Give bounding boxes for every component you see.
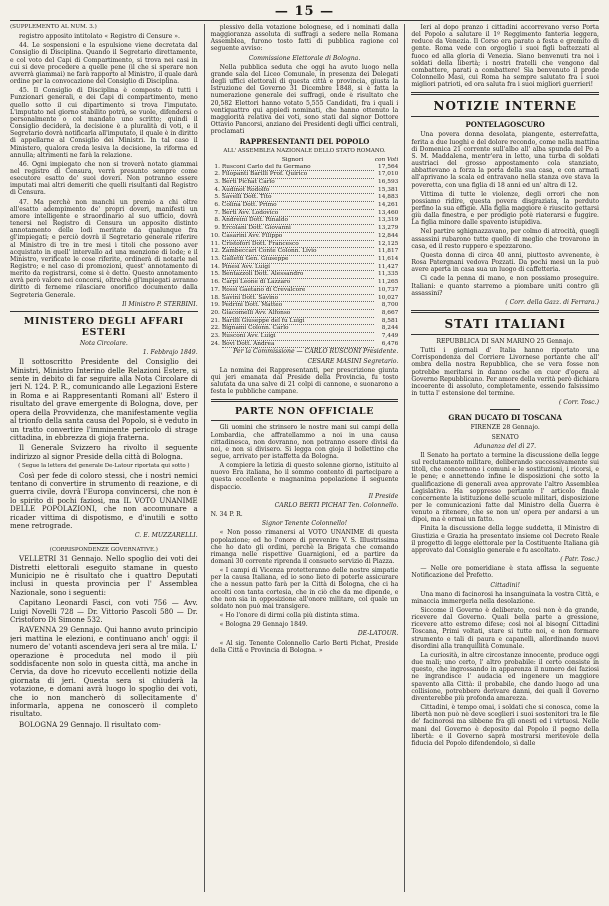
article-paragraph: Così per fede di coloro stessi, che i nostri nemici tentano di convertire in strumento di reazione, e di guerra civile, dovrà l'Europa convincersi, che non è lo spirito di pochi faziosi, ma IL VOTO UNANIME DELLE POPOLAZIONI, che non accomunare a ricader vittima di dispotismo, e d'inutili e sotto mene retrograde.: [10, 471, 198, 531]
subheading: PONTELAGOSCURO: [465, 120, 545, 130]
editorial-note: ( Segue la lettera del generale De-Latour riportata qui sotto ): [18, 463, 190, 470]
table-row: [211, 279, 399, 287]
vote-count: 11,265: [378, 279, 399, 286]
row-number: 8.: [214, 217, 220, 224]
table-row: [211, 286, 399, 294]
article-paragraph: Una povera donna desolata, piangente, esterrefatta, ferita a due luoghi e del dolore recondo, come nella mattina di Domenica 21 corrente sull'albo all' alba spunda del Po a S. M. Maddalena, mentr'era in letto, una turba di soldati austriaci del grosso appostamento cola stanziato, abbattevano a forza la porta della sua casa, e con armati all'aprivano la scala ed entravano nella stanza ove stava la poveretta, con una figlia di 18 anni ed un' altra di 12.: [411, 131, 600, 189]
section-heading: MINISTERO DEGLI AFFARI ESTERI: [23, 315, 184, 338]
vote-count: 8,667: [381, 309, 399, 316]
newspaper-page: [10, 6, 599, 894]
row-number: 19.: [210, 302, 220, 309]
signature: Il Ministro P. STERBINI.: [122, 300, 198, 308]
table-row: [211, 317, 399, 325]
representative-name: Casarini Avv. Filippo: [222, 232, 374, 240]
vote-count: 11,427: [378, 263, 399, 270]
article-paragraph: La nomina dei Rappresentanti, per prescrizione giunta qui jeri emanata dal Preside della Provincia, fu tosto salutata da una salve di 21 colpi di cannone, e suonarono a festa le pubbliche campane.: [210, 366, 399, 396]
article-paragraph: Il Generale Svizzero ha rivolto il seguente indirizzo al signor Preside della città di Bologna.: [10, 444, 198, 461]
representative-name: Filopanti Barilli Prof. Quirico: [222, 171, 374, 179]
table-row: [211, 202, 399, 210]
vote-count: 11,614: [378, 255, 399, 262]
vote-count: 8,700: [381, 302, 399, 309]
table-row: [211, 248, 399, 256]
table-row: [211, 294, 399, 302]
table-row: [211, 271, 399, 279]
row-number: 17.: [210, 286, 220, 293]
article-paragraph: « I campi di Vicenza protetteranno delle nostre simpatie per la causa Italiana, ed io sono lieto di poterle assicurare che a nessun patto farà per la Città di Bologna, che ci ha accolti con tanta cortesia, che in ciò che da me dipende, e che non sia in opposizione all'onore militare, col quale un soldato non può mai transigere.: [210, 567, 399, 610]
article-paragraph: Capitano Leonardi Fasci, con voti 756 — Avv. Luigi Novelli 728 — Dr. Vittorio Pascoli 580 — Dr. Cristoforo Di Simone 532.: [10, 599, 198, 624]
divider: [211, 420, 399, 421]
source-note: ( Corr. Tosc.): [558, 399, 600, 407]
signature: CESARE MASINI Segretario.: [307, 357, 399, 365]
source-note: ( Corr. della Gazz. di Ferrara.): [505, 298, 600, 306]
table-row: [211, 255, 399, 263]
vote-count: 12,125: [378, 240, 399, 247]
subheading: REPUBBLICA DI SAN MARINO 25 Gennajo.: [436, 338, 574, 345]
article-paragraph: Una mano di facinorosi ha insanguinata la vostra Città, e minaccia immergerla nella desolazione.: [411, 590, 600, 605]
representative-name: Audinot Rodolfo: [222, 186, 374, 194]
row-number: 1.: [214, 163, 220, 170]
row-number: 6.: [214, 202, 220, 209]
section-label: (CORRISPONDENZE GOVERNATIVE.): [49, 546, 158, 553]
table-header-row: [211, 157, 399, 164]
article-paragraph: Gli uomini che strinsero le nostre mani sui campi della Lombardia, che affratellammo a noi in una causa cittadinesca, non dovranno, non potranno essere divisi da noi, e non si divisero. Si legga con gioja il bollettino che segue, arrivato per istaffetta da Bologna.: [210, 424, 399, 460]
article-paragraph: Vittima di tutte le violenze, degli orrori che non possiamo ridire, questa povera disgraziata, la perduto perfino la sua effigie. Alla figlia maggiore è riuscito gettarsi giù dalla finestra, e per prodigio potè riaterarsi e fuggire. La figlia minore dalle spavento istupidiva.: [411, 190, 600, 227]
divider: [10, 311, 198, 312]
supplement-note: (SUPPLEMENTO AL NUM. 3.): [10, 24, 97, 30]
row-number: 15.: [210, 271, 220, 278]
row-number: 5.: [214, 194, 220, 201]
row-number: 16.: [210, 279, 220, 286]
vote-count: 17,564: [378, 163, 399, 170]
article-paragraph: registro apposito intitolato « Registro di Censure ».: [19, 33, 180, 41]
row-number: 4.: [214, 186, 220, 193]
vote-count: 13,319: [378, 217, 399, 224]
row-number: 24.: [210, 340, 220, 347]
representative-name: Andreini Dott. Rinaldo: [222, 217, 374, 225]
subheading: Adunanza del dì 27.: [474, 442, 537, 450]
dateline: 1. Febbrajo 1849.: [142, 349, 198, 357]
representative-name: Savini Dott. Savino: [222, 294, 374, 302]
representative-name: Ercolani Dott. Giovanni: [222, 225, 374, 233]
vote-count: 8,244: [381, 325, 399, 332]
article-paragraph: A compiere la letizia di questo solenne giorno, istituito al nuovo Era italiana, ho il sommo contento di partecipare a questa eccellente e magnanima popolazione il seguente dispaccio.: [210, 462, 399, 491]
divider: [211, 399, 399, 402]
representative-name: Zambeccari Conte Colonn. Livio: [222, 248, 374, 256]
table-row: [211, 333, 399, 341]
list-title: RAPPRESENTANTI DEL POPOLO: [239, 137, 370, 147]
dateline: FIRENZE 28 Gennajo.: [470, 424, 540, 432]
table-header-votes: con Voti: [374, 156, 399, 163]
row-number: 22.: [210, 325, 220, 332]
section-heading: NOTIZIE INTERNE: [433, 99, 577, 114]
article-paragraph: Siccome il Governo è deliberato, così non è da grande, ricevere dal Governo. Quali bella parte a gressione, ricevere atto estremo difese; così noi al bisogni Cittadini Toscana, Primi voltati, stare si tutte noi, e non formare strumento e tali di paura e capanelli, allordinando nuovi disordini alla tranquillità Comunale.: [411, 607, 600, 650]
table-row: [211, 225, 399, 233]
article-paragraph: Nella pubblica seduta che oggi ha avuto luogo nella grande sala del Liceo Comunale, in presenza dei Delegati degli uffici elettorali di questa città e provincia, giusta la Istruzione del Governo 31 Dicembre 1848, si è fatta la numerazione generale dei suffragi, onde è risultato che 20,582 Elettori hanno votato 5,555 Candidati, fra i quali i ventiquattro qui appiedi nominati, che hanno ottenuto la maggiorità relativa dei voti, sono stati dal signor Dottore Ottavio Pancorsi, anziano dei Presidenti degli uffici centrali, proclamati: [210, 63, 399, 136]
row-number: 2.: [214, 171, 220, 178]
representatives-table: [211, 157, 399, 349]
row-number: 11.: [210, 240, 220, 247]
table-row: [211, 309, 399, 317]
table-row: [211, 340, 399, 348]
table-row: [211, 217, 399, 225]
vote-count: 11,335: [378, 271, 399, 278]
vote-count: 17,010: [378, 171, 399, 178]
representative-name: Barilli Giuseppe del fu Luigi: [222, 317, 374, 325]
signature: DE-LATOUR.: [357, 630, 399, 638]
signature: C. E. MUZZARELLI.: [134, 532, 198, 540]
row-number: 7.: [214, 209, 220, 216]
article-paragraph: 45. Il Consiglio di Disciplina è composto di tutti i Funzionari generali, e dei Capi di compartimento, meno quello sotto il cui dipartimento si trova l'imputato. L'imputato nel giorno stabilito potrà, se vuole, difendersi o personalmente o col mandato uno scritto; quindi il Consiglio deciderà, la decisione è a pluralità di voti, e il Segretario dovrà notificarla all'imputato, il quale è in diritto di appellarne al Consiglio dei Ministri. In tal caso il Ministero, qualora creda lesiva la decisione, la riforma ed annulla; altrimenti ne farà la relazione.: [10, 87, 198, 159]
source-note: ( Patr. Tosc.): [560, 556, 600, 564]
article-paragraph: Il sottoscritto Presidente del Consiglio dei Ministri, Ministro Interino delle Relazioni Estere, si sente in debito di far seguire alla Nota Circolare di jeri N. 124. P. R., comunicando alle Legazioni Estere in Roma e ai Rappresentanti Romani all' Estero il risultato del grave emergente di Bologna, dove, per opera della Provvidenza, che manifestamente veglia al trionfo della santa causa del Popolo, si è veduto in un tratto convertire l'imminente pericolo di strage cittadina, in ebbrezza di gioja fraterna.: [10, 358, 198, 442]
article-paragraph: La curiosità, in altre circostanze innocente, produce oggi due mali; uno certo, l' altro probabile: il certo consiste in questo, che ingrossando in apparenza il numero dei faziosi ne ingrandisce l' audacia ed ingenere un maggiore spavento alla Città: il probabile, che dando luogo ad una collisione, potrebbero derivare danni, dei quali il Governo diventerebbe più profonda amarezza.: [411, 651, 600, 702]
representatives-body: [211, 164, 399, 348]
letter-address: Signor Tenente Colonnello!: [261, 520, 348, 528]
table-header-signori: Signori: [281, 156, 304, 163]
article-paragraph: « Bologna 29 Gennajo 1849.: [219, 621, 308, 629]
representative-name: Rusconi Avv. Luigi: [222, 333, 374, 341]
vote-count: 7,449: [381, 333, 399, 340]
article-paragraph: Questa donna di circa 40 anni, piuttosto avvenente, è Rosa Patergnani vedova Pozzati. Da pochi mesi un la può avere aperta in casa sua un luogo di caffetteria.: [411, 251, 600, 274]
representative-name: Colina Dott. Primo: [222, 202, 374, 210]
columns: [10, 24, 599, 892]
representative-name: Giacomelli Avv. Alfonso: [222, 309, 374, 317]
subheading: GRAN DUCATO DI TOSCANA: [448, 413, 562, 423]
divider: [490, 409, 520, 410]
article-paragraph: plessivo della votazione bolognese, ed i nominati dalla maggioranza assoluta di suffragi a sedere nella Romana Assemblea, furono tosto fatti di pubblica ragione col seguente avviso:: [210, 24, 399, 53]
vote-count: 16,593: [378, 178, 399, 185]
article-paragraph: Finita la discussione della legge suddetta, il Ministro di Giustizia e Grazia ha presentato insieme col Decreto Reale il progetto di legge elettorale per la Costituente Italiana già approvato dal Consiglio generale e fu ascoltato.: [411, 525, 600, 554]
section-heading: STATI ITALIANI: [444, 317, 566, 331]
page-number: — 15 —: [274, 4, 335, 19]
article-paragraph: Ieri al dopo pranzo i cittadini accorrevano verso Porta del Popolo a salutare il 1º Reggimento fanteria leggera, reduce da Venezia. Il Corso era parato a festa e gremito di gente. Roma vede con orgoglio i suoi figli battezzati al fuoco ed alla gloria di Venezia. Siano benvenuti tra noi i soldati della libertà; i nostri fratelli che vengono dal combattere, parati a combattere! Sia benvenuto il prode Colonnello Masi, cui Roma ha sempre salutato fra i suoi migliori patrioti, ed ora saluta fra i suoi migliori guerrieri!: [411, 24, 600, 89]
row-number: 3.: [214, 178, 220, 185]
vote-count: 13,279: [378, 225, 399, 232]
row-number: 23.: [210, 333, 220, 340]
divider: [411, 310, 599, 313]
article-paragraph: 46. Ogni impiegato che non si troverà notato giammai nel registro di Censura, verrà presunto sempre come esecutore esatto de' suoi doveri. Non potranno essere imputati mai altri demeriti che quelli risultanti dal Registro di Censura.: [10, 160, 198, 197]
article-paragraph: BOLOGNA 29 Gennajo. Il risultato com-: [19, 720, 161, 729]
article-paragraph: Nel partire sghignazzavano, per colmo di atrocità, quegli assassini rubarono tutte quello di meglio che trovarono in casa, ed il resto ruppero e spezzarono.: [411, 228, 600, 250]
table-row: [211, 171, 399, 179]
representative-name: Berti Pichat Carlo: [222, 178, 374, 186]
representative-name: Galletti Gen. Giuseppe: [222, 255, 374, 263]
representative-name: Bovi Dott. Andrea: [222, 340, 374, 348]
row-number: 10.: [210, 232, 220, 239]
table-row: [211, 194, 399, 202]
row-number: 20.: [210, 309, 220, 316]
vote-count: 15,381: [378, 186, 399, 193]
subheading: SENATO: [491, 433, 519, 441]
divider: [411, 116, 599, 117]
vote-count: 10,027: [378, 294, 399, 301]
table-row: [211, 186, 399, 194]
representative-name: Pedrini Dott. Matteo: [222, 302, 374, 310]
table-row: [211, 263, 399, 271]
vote-count: 11,817: [378, 248, 399, 255]
page-header: [10, 6, 599, 21]
signature: Il Preside: [368, 492, 399, 500]
representative-name: Pinesi Avv. Luigi: [222, 263, 374, 271]
table-row: [211, 232, 399, 240]
table-row: [211, 164, 399, 171]
table-row: [211, 325, 399, 333]
article-paragraph: Cittadini, è tempo omai, i soldati che si conosca, come la libertà non può nè deve sceglieri i suoi sostenitori tra le file de' facinorosi ma sibbene fra gli onesti ed i virtuosi. Nelle mani del Governo è deposito dal Popolo il pegno della libertà: e il Governo saprà mostrarsi meritevole della fiducia del Popolo difendendolo, sì dalle: [411, 704, 600, 747]
vote-count: 13,460: [378, 209, 399, 216]
row-number: 9.: [214, 225, 220, 232]
representative-name: Bignami Colonn. Carlo: [222, 325, 374, 333]
vote-count: 10,737: [378, 286, 399, 293]
vote-count: 14,261: [378, 202, 399, 209]
row-number: 12.: [210, 248, 220, 255]
representative-name: Rossi Gaetano di Crevalcore: [222, 286, 374, 294]
article-paragraph: « Al sig. Tenente Colonnello Carlo Berti Pichat, Preside della Città e Provincia di Bologna. »: [210, 639, 399, 654]
article-paragraph: Cittadini!: [490, 581, 520, 589]
vote-count: 14,883: [378, 194, 399, 201]
column-right: [404, 24, 599, 892]
column-middle: [204, 24, 399, 892]
table-row: [211, 240, 399, 248]
article-paragraph: — Nelle ore pomeridiane è stata affissa la seguente Notificazione del Prefetto.: [411, 565, 600, 580]
representative-name: Carpi Leone di Lazzaro: [222, 279, 374, 287]
divider: [411, 334, 599, 335]
article-paragraph: « Ho l'onore di dirmi colla più distinta stima.: [219, 612, 360, 620]
table-row: [211, 178, 399, 186]
table-row: [211, 209, 399, 217]
column-left: [10, 24, 198, 892]
representative-name: Savelli Dott. Tito: [222, 194, 374, 202]
vote-count: 8,581: [381, 317, 399, 324]
representative-name: Bentazzoli Dott. Alessandro: [222, 271, 374, 279]
article-paragraph: Tutti i giornali d' Italia hanno riportato una Corrispondenza del Corriere Livornese portante che all' ombra della nostra Repubblica, che se vera fosse non potrebbe meritarsi in danno osche en cuor d'opera al Governo Repubblicano. Per amore della verità però dichiara incoerente di assoluto, completamente, essendo falsissimo in tutta l' estensione del termine.: [411, 347, 600, 398]
divider: [89, 543, 119, 544]
article-paragraph: 47. Ma perchè non manchi un premio a chi oltre all'esatto adempimento de' propri doveri, manifesti un amore intelligente e straordinario al suo ufficio, dovrà tenersi nel Registro di Censura un apposito distinto annotamento delle lodi meritate da qualunque fra gl'impiegati; e perciò dovrà il Segretario generale riferire al Ministro di tre in tre mesi i titoli che possono aver acquistato in quell' intervallo ad una menzione di lode; e il Ministro, verificate le cose riferite, ordinerà di notarle nel Registro; e nel caso di promozioni, quest' annotamento di merito da registrarsi, come si è detto. Questo annotamento avrà però valore nei concorsi, oltrechè gl'impiegati avranno diritto di ferneme rilasciare onorifico documento dalla Segreteria Generale.: [10, 198, 198, 299]
subheading: Commissione Elettorale di Bologna.: [248, 54, 361, 62]
article-paragraph: Ci cade la penna di mano, e non possiamo proseguire. Italiani: e quanto starremo a piombare uniti contro gli assassini?: [411, 275, 600, 297]
representative-name: Cristofori Dott. Francesco: [222, 240, 374, 248]
article-paragraph: « Non posso rimanersi al VOTO UNANIME di questa popolazione; ed ho l'onore di prevenire V. S. Illustrissima che ho dato gli ordini, perchè la Brigata che comando rimanga nelle rispettive Guarnigioni, ed a partire da domani 30 corrente riprenda il consueto servizio di Piazza.: [210, 529, 399, 566]
article-paragraph: RAVENNA 29 Gennajo. Qui hanno avuto principio jeri mattina le elezioni, e continuano anch' oggi: il numero de' votanti ascendeva jeri sera al tre mila. L' operazione è proceduta nel modo il più soddisfacente non solo in questa città, ma anche in Cervia, da dove ho ricevuto eccellenti notizie della giornata di jeri. Questa sera si chiuderà la votazione, e domani avrà luogo lo spoglio dei voti, che io non mancherò di sollecitamente d' informarla, appena ne conoscerò il completo risultato.: [10, 626, 198, 719]
article-paragraph: 44. Le sospensioni e la espulsione viene decretata dal Consiglio di Disciplina. Quando il Segretario direttamente, e col voto del Capi di Compartimento, si trova nei casi in cui si deve procedere a quelle pene (il che si sperare non avverrà giammai) ne farà rapporto al Ministro, il quale darà ordine per la convocazione del Consiglio di Disciplina.: [10, 42, 198, 86]
representative-name: Rusconi Carlo del fu Germano: [222, 164, 374, 171]
signature: Per la Commissione — CARLO RUSCONI Presidente.: [233, 348, 399, 356]
signature: CARLO BERTI PICHAT Ten. Colonnello.: [274, 501, 399, 509]
subheading: Nota Circolare.: [79, 339, 128, 347]
vote-count: 12,844: [378, 232, 399, 239]
row-number: 13.: [210, 255, 220, 262]
representative-name: Berti Avv. Lodovico: [222, 209, 374, 217]
list-subtitle: ALL' ASSEMBLEA NAZIONALE DELLO STATO ROMANO.: [223, 148, 386, 155]
article-paragraph: Il Senato ha portato a termine la discussione della legge sul reclutamento militare, deliberando successivamente sui titoli, che concernono i comuni e le sostituzioni, i ricorsi, e le pene; e annettendo infine le disposizioni che sotto la qualificazione di generali avea approvate l'altro Assemblea Legislativa. Ha soppresso pertanto l' articolo finale concernente la istituzione delle scuole militari, disposizione per le comunicazioni fatte dal Ministro della Guerra è venuto a ritenere, che se non un' opera per andarsi a un dipoi, ma è ormai un fatto.: [411, 451, 600, 524]
vote-count: 6,476: [381, 340, 399, 347]
divider: [411, 92, 599, 95]
row-number: 14.: [210, 263, 220, 270]
article-paragraph: VELLETRI 31 Gennajo. Nello spoglio dei voti dei Distretti elettorali eseguito stamane in questo Municipio ne è risultato che i quattro Deputati inclusi in questa provincia per l' Assemblea Nazionale, sono i seguenti:: [10, 555, 198, 597]
row-number: 21.: [210, 317, 220, 324]
reference-number: N. 34 P. R.: [210, 511, 243, 519]
row-number: 18.: [210, 294, 220, 301]
section-heading: PARTE NON OFFICIALE: [234, 406, 375, 418]
table-row: [211, 302, 399, 310]
